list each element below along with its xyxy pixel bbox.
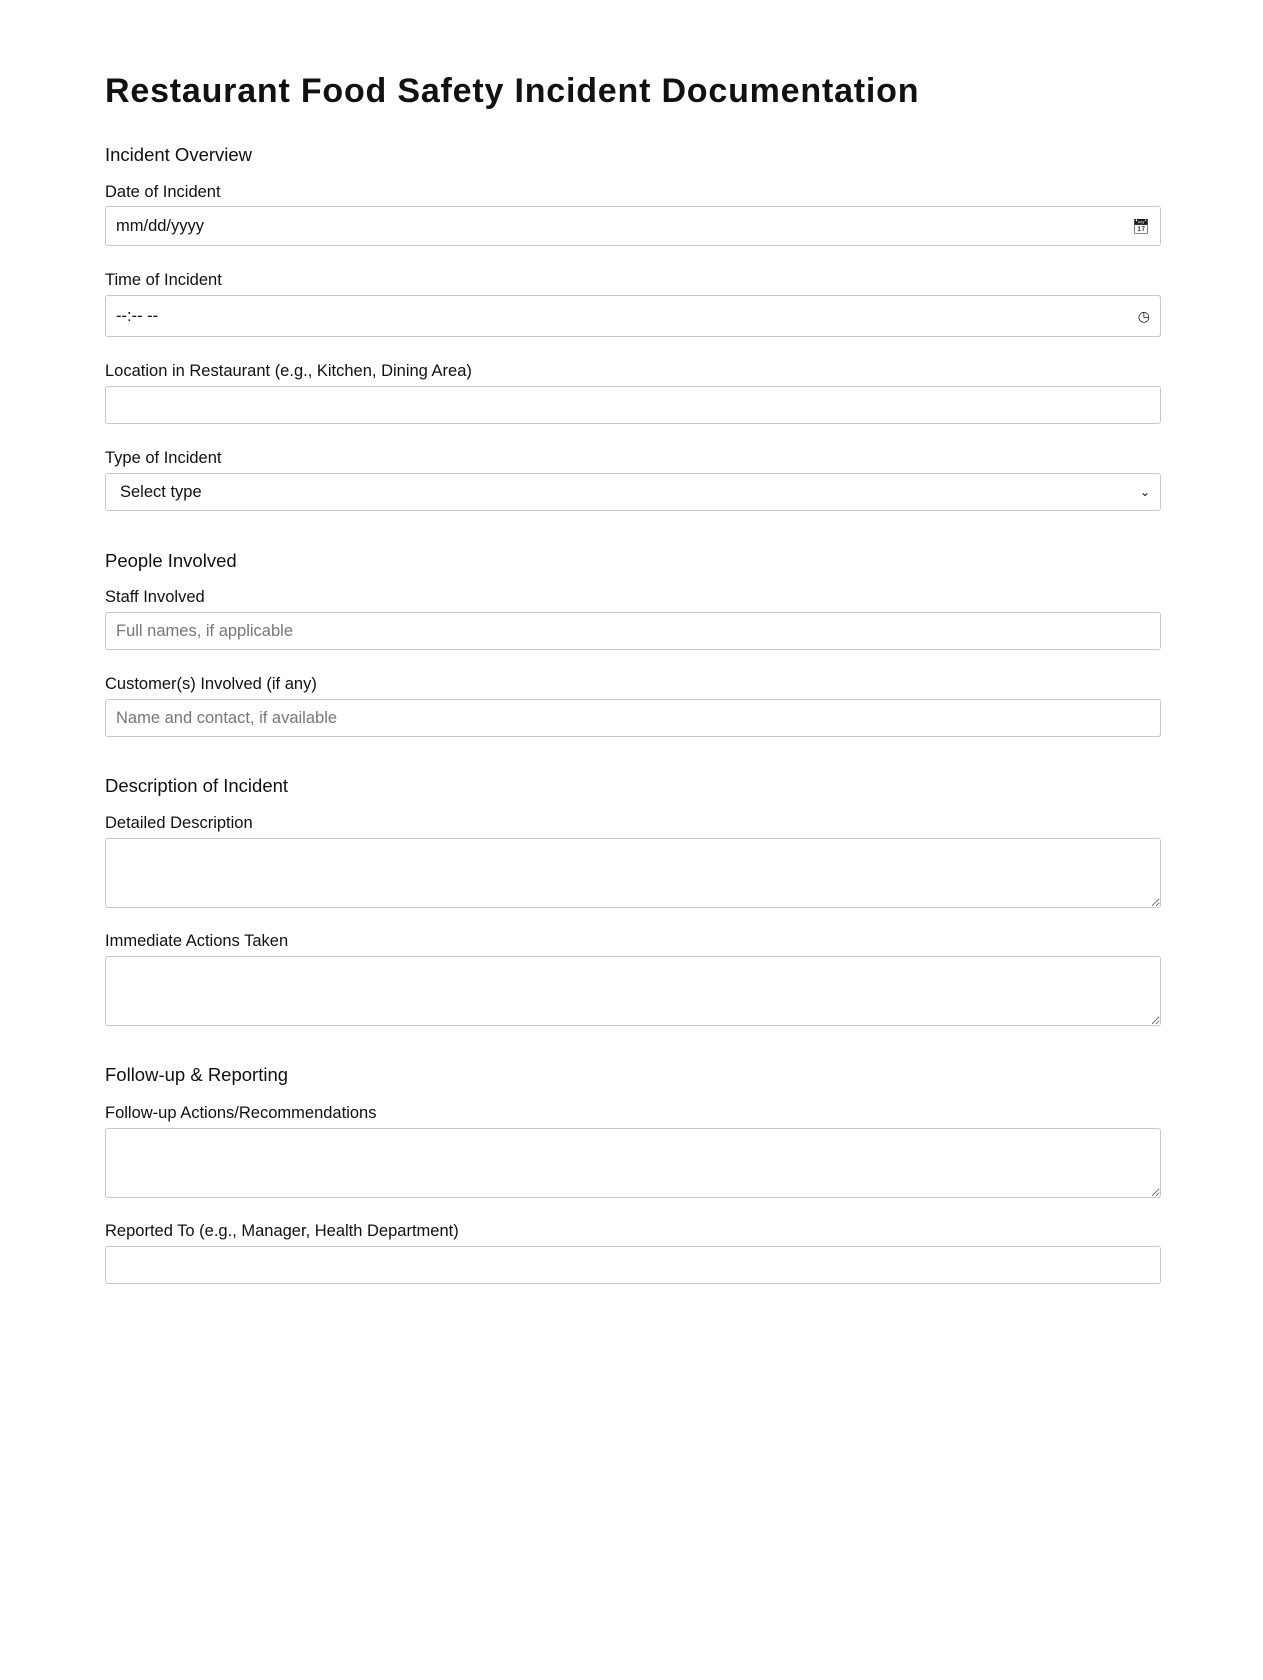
chevron-down-icon: ⌄: [1139, 485, 1150, 499]
reported-to-label: Reported To (e.g., Manager, Health Department): [105, 1222, 459, 1240]
date-value: mm/dd/yyyy: [116, 216, 205, 235]
followup-actions-textarea[interactable]: [105, 1128, 1161, 1198]
immediate-actions-label: Immediate Actions Taken: [105, 932, 289, 950]
page-title: Restaurant Food Safety Incident Documentation: [105, 72, 920, 110]
section-description: Description of Incident: [105, 775, 289, 796]
time-input[interactable]: [105, 295, 1161, 337]
location-label: Location in Restaurant (e.g., Kitchen, Dining Area): [105, 362, 472, 380]
type-select[interactable]: [105, 473, 1161, 511]
date-input[interactable]: [105, 206, 1161, 246]
date-label: Date of Incident: [105, 183, 221, 201]
clock-icon[interactable]: ◷: [1137, 307, 1150, 324]
detailed-description-label: Detailed Description: [105, 814, 253, 832]
section-people-involved: People Involved: [105, 550, 237, 571]
detailed-description-textarea[interactable]: [105, 838, 1161, 908]
reported-to-input[interactable]: [105, 1246, 1161, 1284]
staff-label: Staff Involved: [105, 588, 205, 606]
followup-actions-label: Follow-up Actions/Recommendations: [105, 1104, 377, 1122]
type-selected-value: Select type: [120, 482, 202, 501]
section-followup: Follow-up & Reporting: [105, 1064, 289, 1085]
type-label: Type of Incident: [105, 449, 222, 467]
section-incident-overview: Incident Overview: [105, 144, 253, 165]
immediate-actions-textarea[interactable]: [105, 956, 1161, 1026]
customers-label: Customer(s) Involved (if any): [105, 675, 317, 693]
time-label: Time of Incident: [105, 271, 222, 289]
time-value: --:-- --: [116, 306, 159, 325]
calendar-icon[interactable]: 📅︎: [1132, 217, 1150, 234]
staff-input[interactable]: [105, 612, 1161, 650]
location-input[interactable]: [105, 386, 1161, 424]
customers-input[interactable]: [105, 699, 1161, 737]
